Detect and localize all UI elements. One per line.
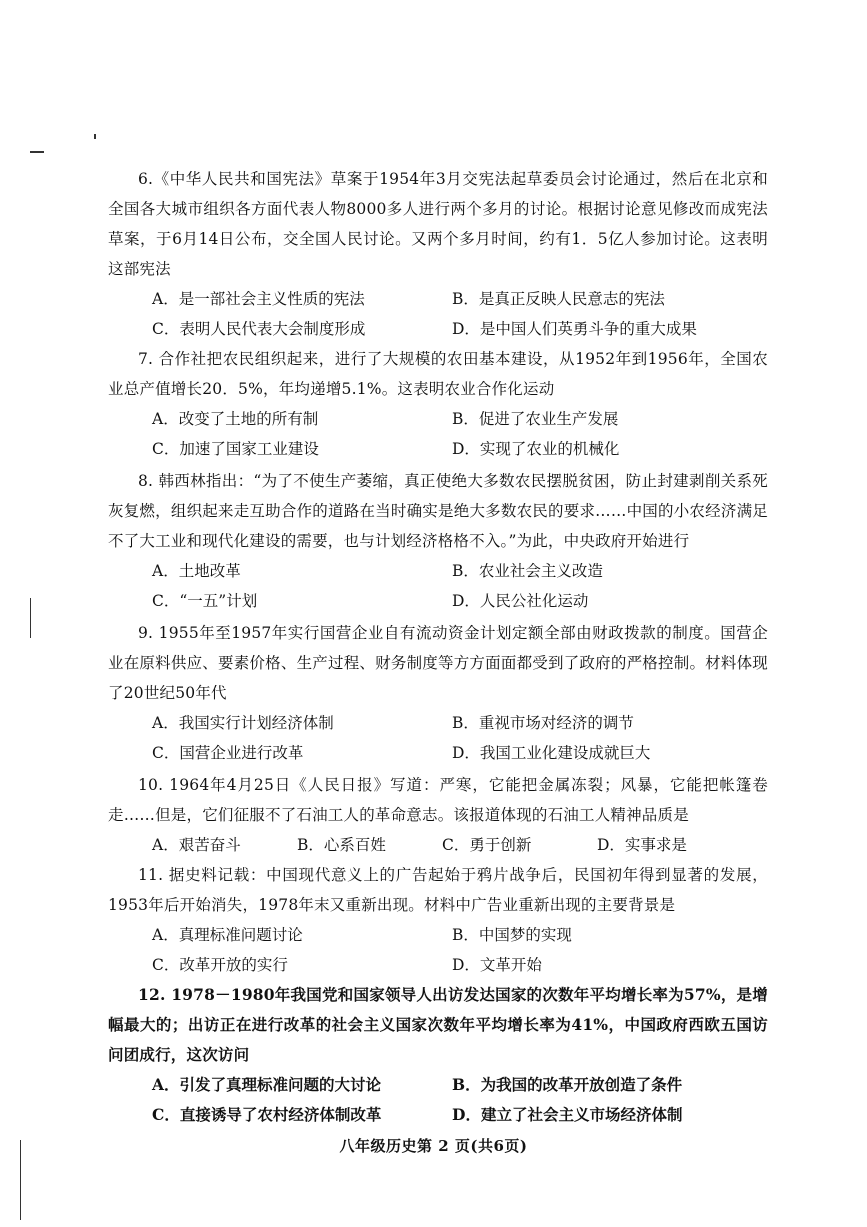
page-footer: 八年级历史第 2 页(共6页) — [339, 1137, 528, 1155]
scan-mark — [30, 598, 31, 638]
option-b: B．心系百姓 — [297, 836, 386, 854]
question-stem: 10. 1964年4月25日《人民日报》写道：严寒，它能把金属冻裂；风暴，它能把帐篷卷走……但是，它们征服不了石油工人的革命意志。该报道体现的石油工人精神品质是 — [108, 776, 768, 824]
question-8 — [108, 466, 768, 616]
option-c: C．改革开放的实行 — [152, 956, 288, 974]
option-d: D．文革开始 — [452, 956, 542, 974]
option-b: B．农业社会主义改造 — [452, 562, 603, 580]
question-stem: 8. 韩西林指出：“为了不使生产萎缩，真正使绝大多数农民摆脱贫困，防止封建剥削关系死灰复燃，组织起来走互助合作的道路在当时确实是绝大多数农民的要求……中国的小农经济满足不了大工业和现代化建设的需要，也与计划经济格格不入。”为此，中央政府开始进行 — [108, 472, 768, 550]
option-c: C．加速了国家工业建设 — [152, 440, 319, 458]
scan-mark — [30, 151, 44, 153]
question-7 — [108, 344, 768, 464]
question-9 — [108, 618, 768, 768]
option-d: D．实现了农业的机械化 — [452, 440, 620, 458]
scan-mark — [94, 134, 96, 139]
question-6 — [108, 164, 768, 344]
option-b: B．重视市场对经济的调节 — [452, 714, 634, 732]
question-10 — [108, 770, 768, 860]
option-d: D．建立了社会主义市场经济体制 — [452, 1105, 683, 1124]
option-b: B．是真正反映人民意志的宪法 — [452, 290, 665, 308]
question-stem: 9. 1955年至1957年实行国营企业自有流动资金计划定额全部由财政拨款的制度。国营企业在原料供应、要素价格、生产过程、财务制度等方方面面都受到了政府的严格控制。材料体现了20世纪50年代 — [108, 624, 768, 702]
option-a: A．艰苦奋斗 — [152, 836, 241, 854]
option-c: C．表明人民代表大会制度形成 — [152, 320, 366, 338]
option-d: D．人民公社化运动 — [452, 592, 589, 610]
question-stem: 6.《中华人民共和国宪法》草案于1954年3月交宪法起草委员会讨论通过，然后在北京和全国各大城市组织各方面代表人物8000多人进行两个多月的讨论。根据讨论意见修改而成宪法草案，于6月14日公布，交全国人民讨论。又两个多月时间，约有1．5亿人参加讨论。这表明这部宪法 — [108, 170, 768, 278]
option-a: A．改变了土地的所有制 — [152, 410, 319, 428]
option-a: A．真理标准问题讨论 — [152, 926, 303, 944]
option-a: A．引发了真理标准问题的大讨论 — [152, 1075, 382, 1094]
option-c: C．“一五”计划 — [152, 592, 258, 610]
question-stem: 7. 合作社把农民组织起来，进行了大规模的农田基本建设，从1952年到1956年，全国农业总产值增长20．5%，年均递增5.1%。这表明农业合作化运动 — [108, 350, 768, 398]
option-c: C．国营企业进行改革 — [152, 744, 304, 762]
question-stem: 11. 据史料记载：中国现代意义上的广告起始于鸦片战争后，民国初年得到显著的发展，1953年后开始消失，1978年末又重新出现。材料中广告业重新出现的主要背景是 — [108, 866, 768, 914]
option-b: B．促进了农业生产发展 — [452, 410, 619, 428]
option-a: A．我国实行计划经济体制 — [152, 714, 334, 732]
option-c: C．直接诱导了农村经济体制改革 — [152, 1105, 382, 1124]
question-12 — [108, 980, 768, 1130]
option-c: C．勇于创新 — [442, 836, 532, 854]
option-d: D．是中国人们英勇斗争的重大成果 — [452, 320, 697, 338]
question-stem: 12. 1978－1980年我国党和国家领导人出访发达国家的次数年平均增长率为57%，是增幅最大的；出访正在进行改革的社会主义国家次数年平均增长率为41%，中国政府西欧五国访问团成行，这次访问 — [108, 985, 768, 1064]
option-d: D．我国工业化建设成就巨大 — [452, 744, 651, 762]
option-a: A．土地改革 — [152, 562, 241, 580]
option-b: B．中国梦的实现 — [452, 926, 572, 944]
option-b: B．为我国的改革开放创造了条件 — [452, 1075, 683, 1094]
option-a: A．是一部社会主义性质的宪法 — [152, 290, 365, 308]
question-11 — [108, 860, 768, 980]
option-d: D．实事求是 — [597, 836, 687, 854]
